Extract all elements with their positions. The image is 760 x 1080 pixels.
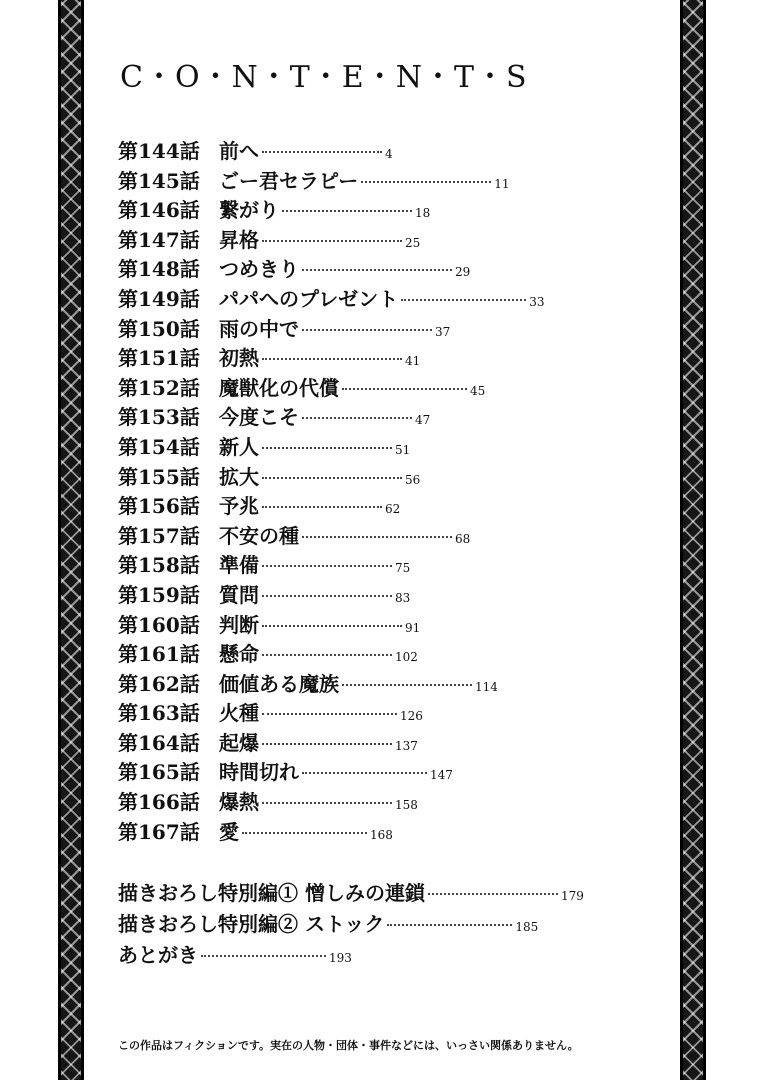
chapter-number: 第156話 [118,494,200,519]
chapter-title: 不安の種 [219,523,299,548]
dot-leader [302,327,432,331]
chapter-title: 価値ある魔族 [219,671,339,696]
dot-leader [262,475,402,479]
page-number: 56 [405,472,421,487]
page-number: 193 [329,951,352,965]
chapter-title: 時間切れ [219,760,299,785]
toc-row [118,344,658,374]
chapter-number: 第154話 [118,434,200,459]
page-number: 4 [385,147,393,161]
chapter-number: 第167話 [118,819,200,844]
dot-leader [342,386,467,390]
chapter-number: 第147話 [118,227,200,252]
special-title: あとがき [118,943,198,967]
special-row [118,909,678,940]
dot-leader [242,830,367,834]
dot-leader [262,652,392,656]
toc-row [118,640,658,670]
chapter-title: 魔獣化の代償 [219,375,339,400]
chapter-number: 第159話 [118,582,200,607]
toc-row [118,551,658,581]
dot-leader [262,563,392,567]
dot-leader [282,208,412,212]
chapter-title: 懸命 [219,642,259,667]
toc-row [118,137,658,167]
chapter-title: 愛 [219,819,239,844]
dot-leader [262,711,397,715]
toc-row [118,463,658,493]
chapter-number: 第160話 [118,612,200,637]
page-number: 51 [395,442,411,457]
toc-row [118,433,658,463]
chapter-number: 第153話 [118,405,200,430]
dot-leader [262,238,402,242]
toc-row [118,255,658,285]
chapter-number: 第155話 [118,464,200,489]
toc-row [118,403,658,433]
dot-leader [302,534,452,538]
chapter-title: つめきり [219,257,299,282]
dot-leader [342,682,472,686]
chapter-title: 前へ [219,139,259,163]
dot-leader [262,149,382,153]
disclaimer-text: この作品はフィクションです。実在の人物・団体・事件などには、いっさい関係ありません。 [118,1039,579,1052]
toc-row [118,167,658,197]
chapter-number: 第162話 [118,671,200,696]
toc-row [118,758,658,788]
toc-row [118,492,658,522]
page-number: 168 [370,827,393,842]
chapter-title: 初熱 [219,346,259,371]
page-number: 62 [385,502,401,517]
dot-leader [302,415,412,419]
chapter-number: 第144話 [118,139,200,163]
dot-leader [262,741,392,745]
toc-row [118,285,658,315]
dot-leader [262,593,392,597]
chapter-number: 第164話 [118,730,200,755]
dot-leader [262,623,402,627]
page-number: 18 [415,206,431,221]
dot-leader [401,297,526,301]
chapter-number: 第165話 [118,760,200,785]
page-number: 29 [455,265,471,280]
chapter-number: 第157話 [118,523,200,548]
special-row [118,940,678,971]
toc-row [118,315,658,345]
page-number: 147 [430,768,453,783]
decorative-border-left [58,0,84,1080]
page-number: 102 [395,650,418,665]
special-title: 描きおろし特別編② ストック [118,912,385,936]
page-number: 47 [415,413,431,428]
chapter-number: 第149話 [118,286,200,311]
chapter-number: 第166話 [118,790,200,815]
dot-leader [302,267,452,271]
page-number: 114 [475,679,498,694]
toc-row [118,374,658,404]
dot-leader [387,922,512,926]
page-number: 75 [395,561,411,576]
chapter-number: 第146話 [118,198,200,223]
toc-row [118,611,658,641]
toc-row [118,226,658,256]
chapter-number: 第163話 [118,701,200,726]
toc-row [118,196,658,226]
chapter-number: 第161話 [118,642,200,667]
chapter-title: 雨の中で [219,316,299,341]
chapter-title: 新人 [219,434,259,459]
chapter-number: 第152話 [118,375,200,400]
dot-leader [262,356,402,360]
toc-row [118,699,658,729]
page-number: 33 [529,294,545,309]
chapter-number: 第150話 [118,316,200,341]
page-number: 158 [395,798,418,813]
chapter-number: 第151話 [118,346,200,371]
chapter-number: 第145話 [118,168,200,193]
chapter-title: 今度こそ [219,405,299,430]
dot-leader [361,179,491,183]
chapter-title: 爆熱 [219,790,259,815]
chapter-title: 判断 [219,612,259,637]
chapter-list [118,137,658,847]
chapter-title: 昇格 [219,227,259,252]
dot-leader [262,445,392,449]
page-number: 137 [395,738,418,753]
toc-row [118,670,658,700]
page-number: 45 [470,383,486,398]
special-row [118,878,678,909]
page-number: 83 [395,590,411,605]
dot-leader [262,504,382,508]
chapter-title: 準備 [219,553,259,578]
page-number: 68 [455,531,471,546]
dot-leader [201,953,326,957]
page-number: 126 [400,709,423,724]
page-number: 11 [494,176,510,191]
chapter-title: 火種 [219,701,259,726]
chapter-title: ごー君セラピー [219,168,359,193]
chapter-title: 起爆 [219,730,259,755]
page-number: 25 [405,235,421,250]
chapter-title: パパへのプレゼント [219,286,399,311]
toc-row [118,729,658,759]
page-number: 41 [405,354,421,369]
chapter-number: 第158話 [118,553,200,578]
decorative-border-right [680,0,706,1080]
toc-row [118,788,658,818]
toc-row [118,581,658,611]
chapter-title: 繋がり [219,198,279,223]
chapter-title: 質問 [219,582,259,607]
dot-leader [262,800,392,804]
special-title: 描きおろし特別編① 憎しみの連鎖 [118,881,425,905]
page-number: 179 [560,889,584,903]
special-list [118,878,678,971]
toc-row [118,522,658,552]
chapter-title: 拡大 [219,464,259,489]
chapter-title: 予兆 [219,494,259,519]
dot-leader [428,891,558,895]
chapter-number: 第148話 [118,257,200,282]
page-number: 185 [515,920,539,934]
page-number: 37 [435,324,451,339]
page-number: 91 [405,620,421,635]
dot-leader [302,770,427,774]
page-title: C・O・N・T・E・N・T・S [120,60,528,95]
toc-row [118,818,658,848]
